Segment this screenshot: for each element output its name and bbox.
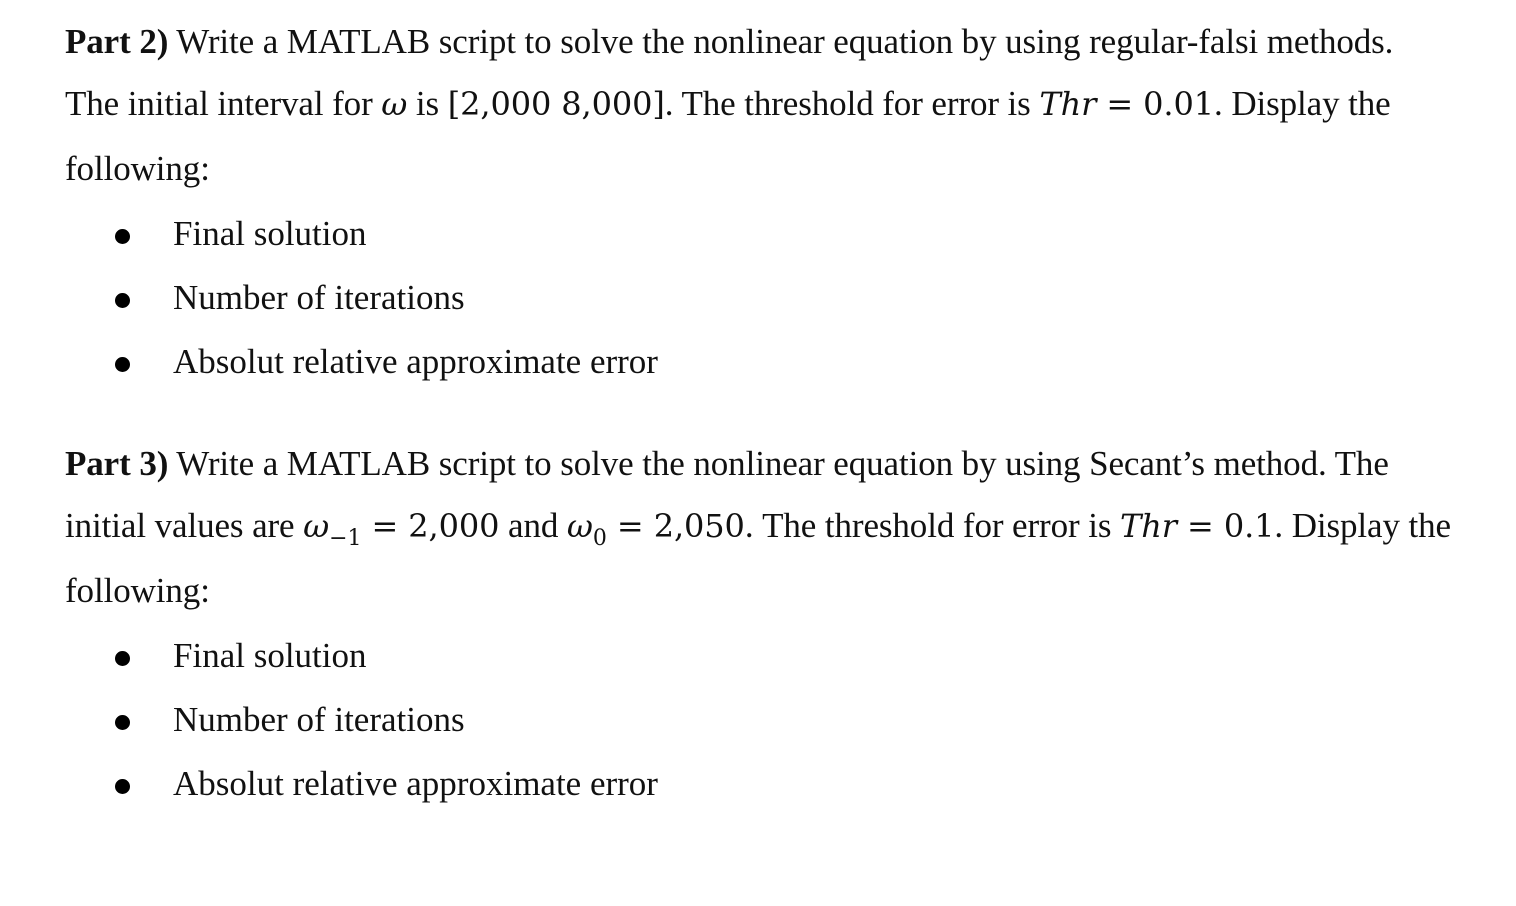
bullet-text: Number of iterations [173, 700, 465, 739]
bullet-icon [115, 357, 130, 372]
part-2-bullet-list [65, 214, 1265, 406]
bullet-text: Absolut relative approximate error [173, 764, 658, 803]
bullet-text: Absolut relative approximate error [173, 342, 658, 381]
part-3-line-1-text: Write a MATLAB script to solve the nonlinear equation by using Secant’s method. The [168, 444, 1389, 483]
part-2-line-1 [65, 22, 1393, 62]
bullet-icon [115, 651, 130, 666]
omega-symbol: ω [303, 507, 330, 545]
omega-symbol: ω [566, 507, 593, 545]
equals-sign: = [606, 507, 654, 545]
part-2-line-2 [65, 84, 1391, 124]
threshold-value: 0.01 [1143, 85, 1215, 123]
part-2-line-2-post: . Display the [1214, 84, 1391, 123]
bullet-icon [115, 293, 130, 308]
omega-symbol: ω [381, 85, 408, 123]
list-item [65, 342, 1265, 406]
part-3-bullet-list [65, 636, 1265, 828]
part-3-line-2-pre: initial values are [65, 506, 304, 545]
part-2-line-2-mid: is [407, 84, 448, 123]
part-2-line-2-pre: The initial interval for [65, 84, 382, 123]
threshold-symbol: Thr [1120, 507, 1177, 545]
list-item [65, 636, 1265, 700]
part-3-line-3: following: [65, 571, 210, 610]
part-3-line-2-mid: . The threshold for error is [744, 506, 1120, 545]
omega-subscript-minus-1: −1 [329, 526, 362, 551]
equals-sign: = [1176, 507, 1224, 545]
list-item [65, 278, 1265, 342]
equals-sign: = [1096, 85, 1144, 123]
bullet-text: Number of iterations [173, 278, 465, 317]
part-3-line-2 [65, 506, 1451, 551]
part-3-line-2-post: . Display the [1274, 506, 1451, 545]
and-text: and [499, 506, 567, 545]
part-2-line-1-text: Write a MATLAB script to solve the nonlinear equation by using regular-falsi methods. [168, 22, 1394, 61]
bullet-text: Final solution [173, 636, 367, 675]
part-2-line-2-mid2: . The threshold for error is [664, 84, 1040, 123]
part-2-line-3: following: [65, 149, 210, 188]
list-item [65, 700, 1265, 764]
bullet-icon [115, 715, 130, 730]
part-2-label: Part 2) [65, 22, 169, 61]
bullet-icon [115, 229, 130, 244]
threshold-value: 0.1 [1223, 507, 1275, 545]
initial-value-0: 2,050 [653, 507, 745, 545]
list-item [65, 764, 1265, 828]
part-3-line-1 [65, 444, 1389, 484]
omega-subscript-0: 0 [592, 526, 607, 551]
bullet-icon [115, 779, 130, 794]
initial-interval: [2,000 8,000] [447, 85, 665, 123]
part-3-label: Part 3) [65, 444, 169, 483]
bullet-text: Final solution [173, 214, 367, 253]
list-item [65, 214, 1265, 278]
initial-value-minus-1: 2,000 [408, 507, 500, 545]
threshold-symbol: Thr [1039, 85, 1097, 123]
equals-sign: = [361, 507, 409, 545]
